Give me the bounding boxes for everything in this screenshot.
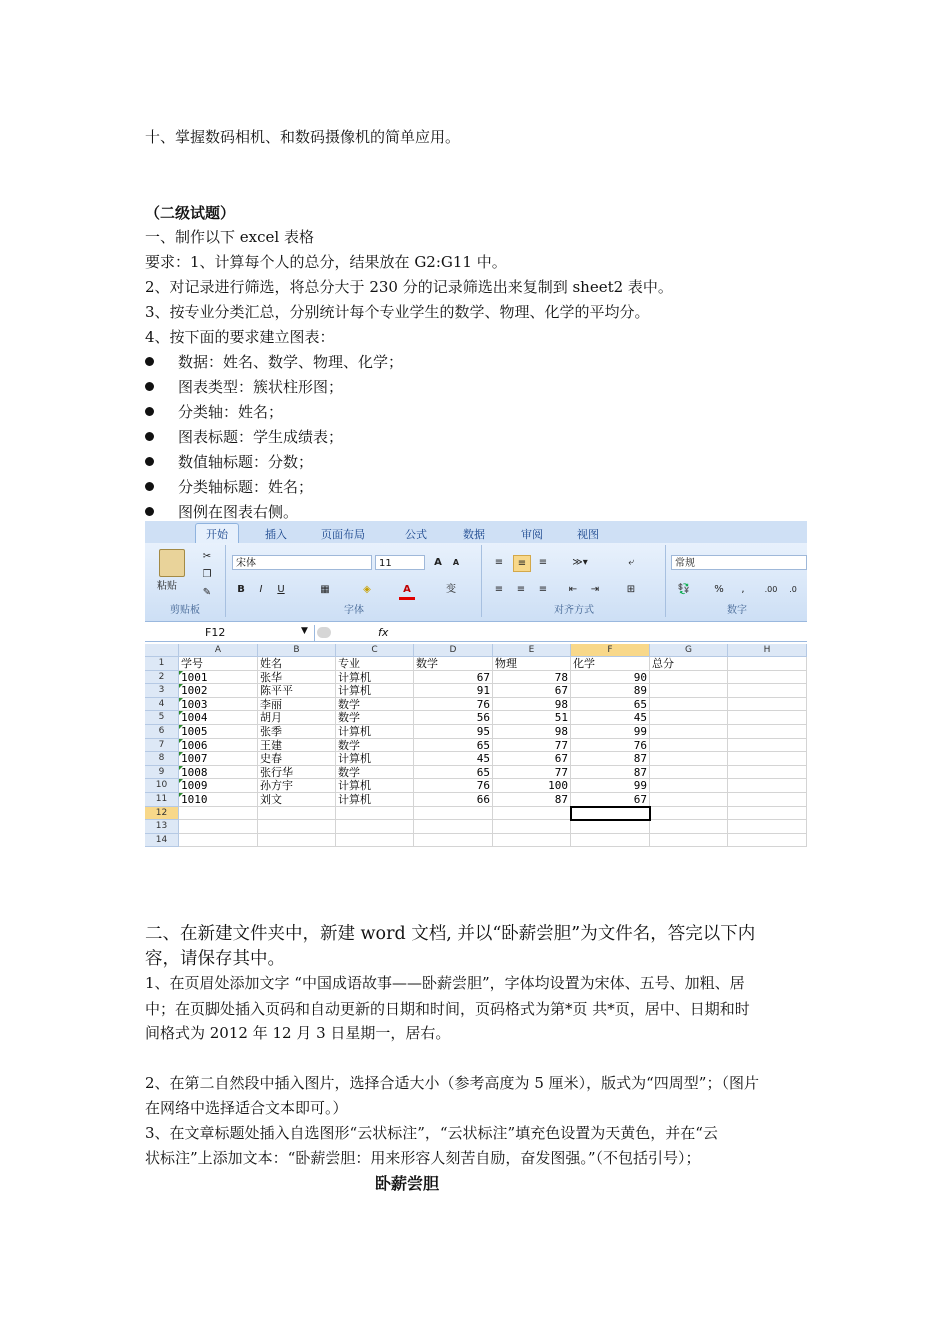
- align-left-icon[interactable]: ≡: [494, 584, 504, 595]
- table-cell[interactable]: 史春: [258, 752, 336, 766]
- table-cell[interactable]: [650, 739, 728, 753]
- error-indicator-icon: [179, 698, 183, 702]
- table-cell[interactable]: [728, 752, 807, 766]
- table-cell[interactable]: [650, 834, 728, 848]
- font-group-label: 字体: [344, 605, 364, 616]
- error-indicator-icon: [179, 779, 183, 783]
- table-cell[interactable]: 1008: [179, 766, 258, 780]
- align-center-icon[interactable]: ≡: [516, 584, 526, 595]
- req-1: 要求：1、计算每个人的总分，结果放在 G2:G11 中。: [145, 253, 507, 271]
- error-indicator-icon: [179, 752, 183, 756]
- table-cell[interactable]: [493, 807, 571, 821]
- row-header: 10: [145, 779, 179, 793]
- p3-line1: 3、在文章标题处插入自选图形“云状标注”，“云状标注”填充色设置为天黄色，并在“云: [145, 1124, 718, 1142]
- table-cell[interactable]: 98: [493, 698, 571, 712]
- wrap-text-icon[interactable]: ⤶: [628, 557, 634, 568]
- table-cell[interactable]: [728, 671, 807, 685]
- error-indicator-icon: [179, 766, 183, 770]
- table-cell[interactable]: 1001: [179, 671, 258, 685]
- table-cell[interactable]: [258, 807, 336, 821]
- table-cell[interactable]: 77: [493, 766, 571, 780]
- table-cell[interactable]: [728, 807, 807, 821]
- column-header: B: [258, 644, 336, 657]
- bullet-item: 数据：姓名、数学、物理、化学；: [145, 352, 403, 372]
- fill-color-icon[interactable]: ◈: [363, 584, 371, 595]
- table-cell[interactable]: [179, 834, 258, 848]
- font-size-select[interactable]: 11: [375, 555, 425, 570]
- alignment-group-label: 对齐方式: [554, 605, 594, 616]
- table-cell[interactable]: [493, 834, 571, 848]
- bullet-dot-icon: [145, 457, 154, 466]
- bullet-item: 图表类型：簇状柱形图；: [145, 377, 343, 397]
- table-cell[interactable]: 王建: [258, 739, 336, 753]
- table-cell[interactable]: 87: [571, 752, 650, 766]
- ribbon: [145, 543, 807, 622]
- table-cell[interactable]: 刘文: [258, 793, 336, 807]
- bullet-dot-icon: [145, 407, 154, 416]
- q1-title: 一、制作以下 excel 表格: [145, 228, 314, 246]
- p1-line2: 中；在页脚处插入页码和自动更新的日期和时间，页码格式为第*页 共*页，居中、日期和时: [145, 1000, 750, 1018]
- row-header: 13: [145, 820, 179, 834]
- table-cell[interactable]: [414, 820, 493, 834]
- column-header: A: [179, 644, 258, 657]
- table-cell[interactable]: 76: [414, 698, 493, 712]
- tab-formulas[interactable]: 公式: [405, 528, 427, 541]
- req-3: 3、按专业分类汇总，分别统计每个专业学生的数学、物理、化学的平均分。: [145, 303, 650, 321]
- column-header: G: [650, 644, 728, 657]
- name-box-dropdown-icon[interactable]: ▼: [301, 626, 308, 636]
- bullet-dot-icon: [145, 432, 154, 441]
- select-all-corner: [145, 644, 179, 657]
- currency-icon[interactable]: 💱: [677, 584, 691, 595]
- q2-title-line2: 容，请保存其中。: [145, 949, 285, 969]
- level2-title: （二级试题）: [145, 204, 236, 222]
- p2-line2: 在网络中选择适合文本即可。）: [145, 1099, 348, 1117]
- table-cell[interactable]: [650, 698, 728, 712]
- fx-icon[interactable]: fx: [378, 626, 389, 639]
- comma-style-icon[interactable]: ,: [741, 584, 745, 595]
- error-indicator-icon: [179, 739, 183, 743]
- table-cell[interactable]: 计算机: [336, 779, 414, 793]
- orientation-icon[interactable]: ≫▾: [572, 557, 588, 568]
- table-cell[interactable]: [728, 779, 807, 793]
- increase-indent-icon[interactable]: ⇥: [590, 584, 600, 595]
- table-cell[interactable]: 1010: [179, 793, 258, 807]
- table-cell[interactable]: 77: [493, 739, 571, 753]
- phonetic-icon[interactable]: 变: [446, 584, 456, 595]
- table-cell[interactable]: 数学: [336, 698, 414, 712]
- number-group: [667, 545, 807, 617]
- table-cell[interactable]: 姓名: [258, 657, 336, 671]
- cut-icon[interactable]: ✂: [202, 551, 212, 562]
- align-right-icon[interactable]: ≡: [538, 584, 548, 595]
- tab-review[interactable]: 审阅: [521, 528, 543, 541]
- table-cell[interactable]: [650, 779, 728, 793]
- tab-insert[interactable]: 插入: [265, 528, 287, 541]
- error-indicator-icon: [179, 684, 183, 688]
- table-cell[interactable]: 67: [493, 684, 571, 698]
- table-cell[interactable]: 物理: [493, 657, 571, 671]
- table-cell[interactable]: [728, 793, 807, 807]
- table-cell[interactable]: [258, 820, 336, 834]
- table-cell[interactable]: 1009: [179, 779, 258, 793]
- bullet-item: 数值轴标题：分数；: [145, 452, 313, 472]
- table-cell[interactable]: 56: [414, 711, 493, 725]
- table-cell[interactable]: 67: [414, 671, 493, 685]
- decrease-decimal-icon[interactable]: .0: [789, 585, 797, 594]
- table-cell[interactable]: 1003: [179, 698, 258, 712]
- increase-decimal-icon[interactable]: .00: [764, 585, 778, 594]
- table-cell[interactable]: [650, 793, 728, 807]
- error-indicator-icon: [179, 671, 183, 675]
- table-cell[interactable]: 76: [414, 779, 493, 793]
- column-header: F: [571, 644, 650, 657]
- req-4: 4、按下面的要求建立图表：: [145, 328, 335, 346]
- table-cell[interactable]: 总分: [650, 657, 728, 671]
- row-header: 11: [145, 793, 179, 807]
- bullet-item: 图表标题：学生成绩表；: [145, 427, 343, 447]
- row-header: 2: [145, 671, 179, 685]
- table-cell[interactable]: 45: [414, 752, 493, 766]
- border-icon[interactable]: ▦: [320, 584, 330, 595]
- table-cell[interactable]: [336, 834, 414, 848]
- table-cell[interactable]: [493, 820, 571, 834]
- table-cell[interactable]: 91: [414, 684, 493, 698]
- table-cell[interactable]: 1004: [179, 711, 258, 725]
- table-cell[interactable]: [650, 766, 728, 780]
- table-cell[interactable]: [179, 807, 258, 821]
- bold-icon[interactable]: B: [237, 584, 245, 595]
- copy-icon[interactable]: ❐: [202, 569, 212, 580]
- table-cell[interactable]: [728, 834, 807, 848]
- excel-screenshot: [145, 521, 807, 851]
- table-cell[interactable]: 100: [493, 779, 571, 793]
- row-header: 1: [145, 657, 179, 671]
- table-cell[interactable]: 66: [414, 793, 493, 807]
- p1-line1: 1、在页眉处添加文字 “中国成语故事——卧薪尝胆”，字体均设置为宋体、五号、加粗、居: [145, 974, 745, 992]
- table-cell[interactable]: 76: [571, 739, 650, 753]
- font-name-select[interactable]: 宋体: [232, 555, 372, 570]
- table-cell[interactable]: [179, 820, 258, 834]
- table-cell[interactable]: 95: [414, 725, 493, 739]
- column-header: E: [493, 644, 571, 657]
- error-indicator-icon: [179, 725, 183, 729]
- bullet-dot-icon: [145, 357, 154, 366]
- paste-button-label[interactable]: 粘贴: [157, 581, 177, 592]
- row-header: 6: [145, 725, 179, 739]
- font-color-icon[interactable]: A: [399, 582, 415, 600]
- table-cell[interactable]: [336, 820, 414, 834]
- clipboard-group-label: 剪贴板: [170, 605, 200, 616]
- table-cell[interactable]: [728, 766, 807, 780]
- column-header: C: [336, 644, 414, 657]
- row-header: 5: [145, 711, 179, 725]
- row-header: 7: [145, 739, 179, 753]
- font-group: [227, 545, 482, 617]
- table-cell[interactable]: 1005: [179, 725, 258, 739]
- bullet-item: 图例在图表右侧。: [145, 502, 298, 522]
- table-cell[interactable]: 67: [493, 752, 571, 766]
- table-cell[interactable]: [336, 807, 414, 821]
- table-cell[interactable]: 65: [571, 698, 650, 712]
- table-cell[interactable]: 99: [571, 725, 650, 739]
- table-cell[interactable]: 李丽: [258, 698, 336, 712]
- row-header: 12: [145, 807, 179, 821]
- line-ten: 十、掌握数码相机、和数码摄像机的简单应用。: [145, 128, 461, 146]
- table-cell[interactable]: 专业: [336, 657, 414, 671]
- table-cell[interactable]: 67: [571, 793, 650, 807]
- table-cell[interactable]: [571, 834, 650, 848]
- tab-view[interactable]: 视图: [577, 528, 599, 541]
- p2-line1: 2、在第二自然段中插入图片，选择合适大小（参考高度为 5 厘米），版式为“四周型”；（图片: [145, 1074, 759, 1092]
- table-cell[interactable]: 98: [493, 725, 571, 739]
- table-cell[interactable]: 1006: [179, 739, 258, 753]
- row-header: 9: [145, 766, 179, 780]
- table-cell[interactable]: 51: [493, 711, 571, 725]
- error-indicator-icon: [179, 711, 183, 715]
- decrease-indent-icon[interactable]: ⇤: [568, 584, 578, 595]
- table-cell[interactable]: [728, 698, 807, 712]
- table-cell[interactable]: 计算机: [336, 752, 414, 766]
- table-cell[interactable]: 数学: [336, 766, 414, 780]
- table-cell[interactable]: [650, 820, 728, 834]
- p3-line2: 状标注”上添加文本：“卧薪尝胆：用来形容人刻苦自励，奋发图强。”（不包括引号）；: [145, 1149, 701, 1167]
- table-cell[interactable]: 87: [571, 766, 650, 780]
- table-cell[interactable]: [728, 711, 807, 725]
- table-cell[interactable]: 数学: [336, 739, 414, 753]
- table-cell[interactable]: [650, 752, 728, 766]
- number-group-label: 数字: [727, 605, 747, 616]
- q2-title-line1: 二、在新建文件夹中，新建 word 文档, 并以“卧薪尝胆”为文件名，答完以下内: [145, 924, 756, 944]
- alignment-group: [483, 545, 666, 617]
- number-format-select[interactable]: 常规: [671, 555, 807, 570]
- align-top-icon[interactable]: ≡: [494, 557, 504, 568]
- table-cell[interactable]: 计算机: [336, 671, 414, 685]
- table-cell[interactable]: 张季: [258, 725, 336, 739]
- table-cell[interactable]: 90: [571, 671, 650, 685]
- table-cell[interactable]: 1002: [179, 684, 258, 698]
- clipboard-group: [145, 545, 226, 617]
- shrink-font-icon[interactable]: A: [452, 558, 460, 567]
- p1-line3: 间格式为 2012 年 12 月 3 日星期一，居右。: [145, 1024, 451, 1042]
- paste-icon[interactable]: [159, 549, 185, 577]
- table-cell[interactable]: [650, 807, 728, 821]
- table-cell[interactable]: [650, 711, 728, 725]
- align-bottom-icon[interactable]: ≡: [538, 557, 548, 568]
- table-cell[interactable]: [414, 807, 493, 821]
- table-cell[interactable]: 65: [414, 766, 493, 780]
- bullet-item: 分类轴：姓名；: [145, 402, 283, 422]
- italic-icon[interactable]: I: [259, 584, 263, 595]
- table-cell[interactable]: [258, 834, 336, 848]
- table-cell[interactable]: 数学: [336, 711, 414, 725]
- table-cell[interactable]: 学号: [179, 657, 258, 671]
- ribbon-tab-bar: [145, 521, 807, 544]
- tab-home[interactable]: 开始: [195, 523, 239, 543]
- table-cell[interactable]: 计算机: [336, 793, 414, 807]
- row-header: 4: [145, 698, 179, 712]
- table-cell[interactable]: [728, 739, 807, 753]
- name-box[interactable]: F12: [147, 625, 315, 641]
- table-cell[interactable]: [414, 834, 493, 848]
- row-header: 3: [145, 684, 179, 698]
- table-cell[interactable]: 张行华: [258, 766, 336, 780]
- underline-icon[interactable]: U: [277, 584, 285, 595]
- row-header: 14: [145, 834, 179, 848]
- table-cell[interactable]: [650, 725, 728, 739]
- table-cell[interactable]: 化学: [571, 657, 650, 671]
- table-cell[interactable]: 87: [493, 793, 571, 807]
- table-cell[interactable]: 孙方宇: [258, 779, 336, 793]
- table-cell[interactable]: [571, 820, 650, 834]
- table-cell[interactable]: 89: [571, 684, 650, 698]
- cancel-formula-icon[interactable]: [317, 627, 331, 638]
- table-cell[interactable]: [650, 684, 728, 698]
- merge-center-icon[interactable]: ⊞: [626, 584, 636, 595]
- table-cell[interactable]: 65: [414, 739, 493, 753]
- table-cell[interactable]: 数学: [414, 657, 493, 671]
- tab-data[interactable]: 数据: [463, 528, 485, 541]
- table-cell[interactable]: [728, 684, 807, 698]
- table-cell[interactable]: 99: [571, 779, 650, 793]
- table-cell[interactable]: 计算机: [336, 725, 414, 739]
- table-cell[interactable]: 胡月: [258, 711, 336, 725]
- active-cell-outline[interactable]: [570, 806, 651, 822]
- bullet-item: 分类轴标题：姓名；: [145, 477, 313, 497]
- table-cell[interactable]: [728, 725, 807, 739]
- row-header: 8: [145, 752, 179, 766]
- req-2: 2、对记录进行筛选，将总分大于 230 分的记录筛选出来复制到 sheet2 表中。: [145, 278, 673, 296]
- table-cell[interactable]: [728, 820, 807, 834]
- bullet-dot-icon: [145, 482, 154, 491]
- table-cell[interactable]: 78: [493, 671, 571, 685]
- table-cell[interactable]: 张华: [258, 671, 336, 685]
- bullet-dot-icon: [145, 507, 154, 516]
- table-cell[interactable]: 陈平平: [258, 684, 336, 698]
- table-cell[interactable]: 计算机: [336, 684, 414, 698]
- bullet-dot-icon: [145, 382, 154, 391]
- formula-bar: [145, 625, 807, 642]
- table-cell[interactable]: 45: [571, 711, 650, 725]
- table-cell[interactable]: [728, 657, 807, 671]
- table-cell[interactable]: [650, 671, 728, 685]
- align-middle-icon[interactable]: ≡: [513, 555, 531, 572]
- grow-font-icon[interactable]: A: [434, 557, 442, 568]
- percent-icon[interactable]: %: [714, 584, 724, 595]
- column-header: D: [414, 644, 493, 657]
- cloud-callout-text: 卧薪尝胆: [375, 1174, 440, 1193]
- table-cell[interactable]: 1007: [179, 752, 258, 766]
- error-indicator-icon: [179, 793, 183, 797]
- format-painter-icon[interactable]: ✎: [202, 587, 212, 598]
- column-header: H: [728, 644, 807, 657]
- tab-page-layout[interactable]: 页面布局: [321, 528, 365, 541]
